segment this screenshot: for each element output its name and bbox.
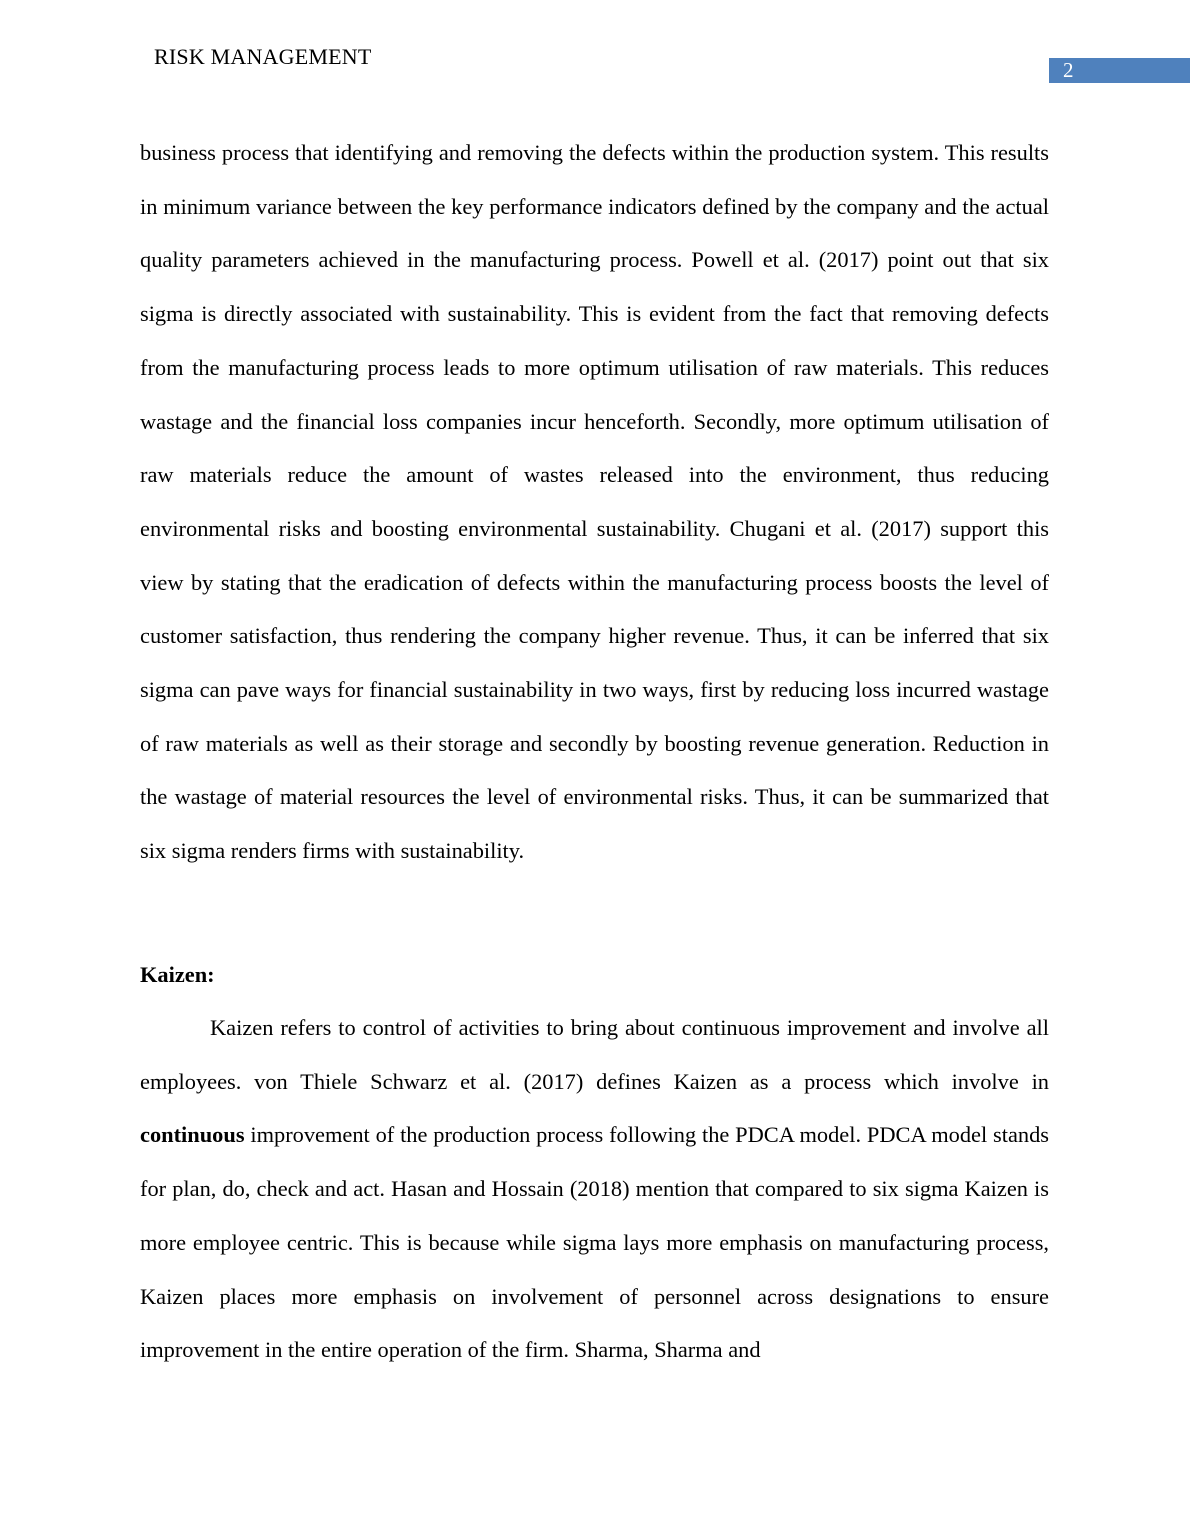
kaizen-paragraph-part1: Kaizen refers to control of activities to bring about continuous improvement and involve all employees. von Thiele Schwarz et al. (2017) defines Kaizen as a process which involve in: [140, 1015, 1049, 1094]
page-number: 2: [1049, 58, 1190, 83]
kaizen-paragraph-bold-term: continuous: [140, 1122, 245, 1148]
kaizen-paragraph-part2: improvement of the production process following the PDCA model. PDCA model stands for plan, do, check and act. Hasan and Hossain (2018) mention that compared to six sigma Kaizen is more employee centric. This is because while sigma lays more emphasis on manufacturing process, Kaizen places more emphasis on involvement of personnel across designations to ensure improvement in the entire operation of the firm. Sharma, Sharma and: [140, 1122, 1049, 1363]
body-paragraph: business process that identifying and removing the defects within the production system. This results in minimum variance between the key performance indicators defined by the company and the actual quality parameters achieved in the manufacturing process. Powell et al. (2017) point out that six sigma is directly associated with sustainability. This is evident from the fact that removing defects from the manufacturing process leads to more optimum utilisation of raw materials. This reduces wastage and the financial loss companies incur henceforth. Secondly, more optimum utilisation of raw materials reduce the amount of wastes released into the environment, thus reducing environmental risks and boosting environmental sustainability. Chugani et al. (2017) support this view by stating that the eradication of defects within the manufacturing process boosts the level of customer satisfaction, thus rendering the company higher revenue. Thus, it can be inferred that six sigma can pave ways for financial sustainability in two ways, first by reducing loss incurred wastage of raw materials as well as their storage and secondly by boosting revenue generation. Reduction in the wastage of material resources the level of environmental risks. Thus, it can be summarized that six sigma renders firms with sustainability.: [140, 140, 1049, 864]
running-head: RISK MANAGEMENT: [154, 44, 372, 69]
kaizen-paragraph: [140, 1001, 1049, 1377]
section-heading-kaizen: Kaizen:: [140, 962, 215, 987]
